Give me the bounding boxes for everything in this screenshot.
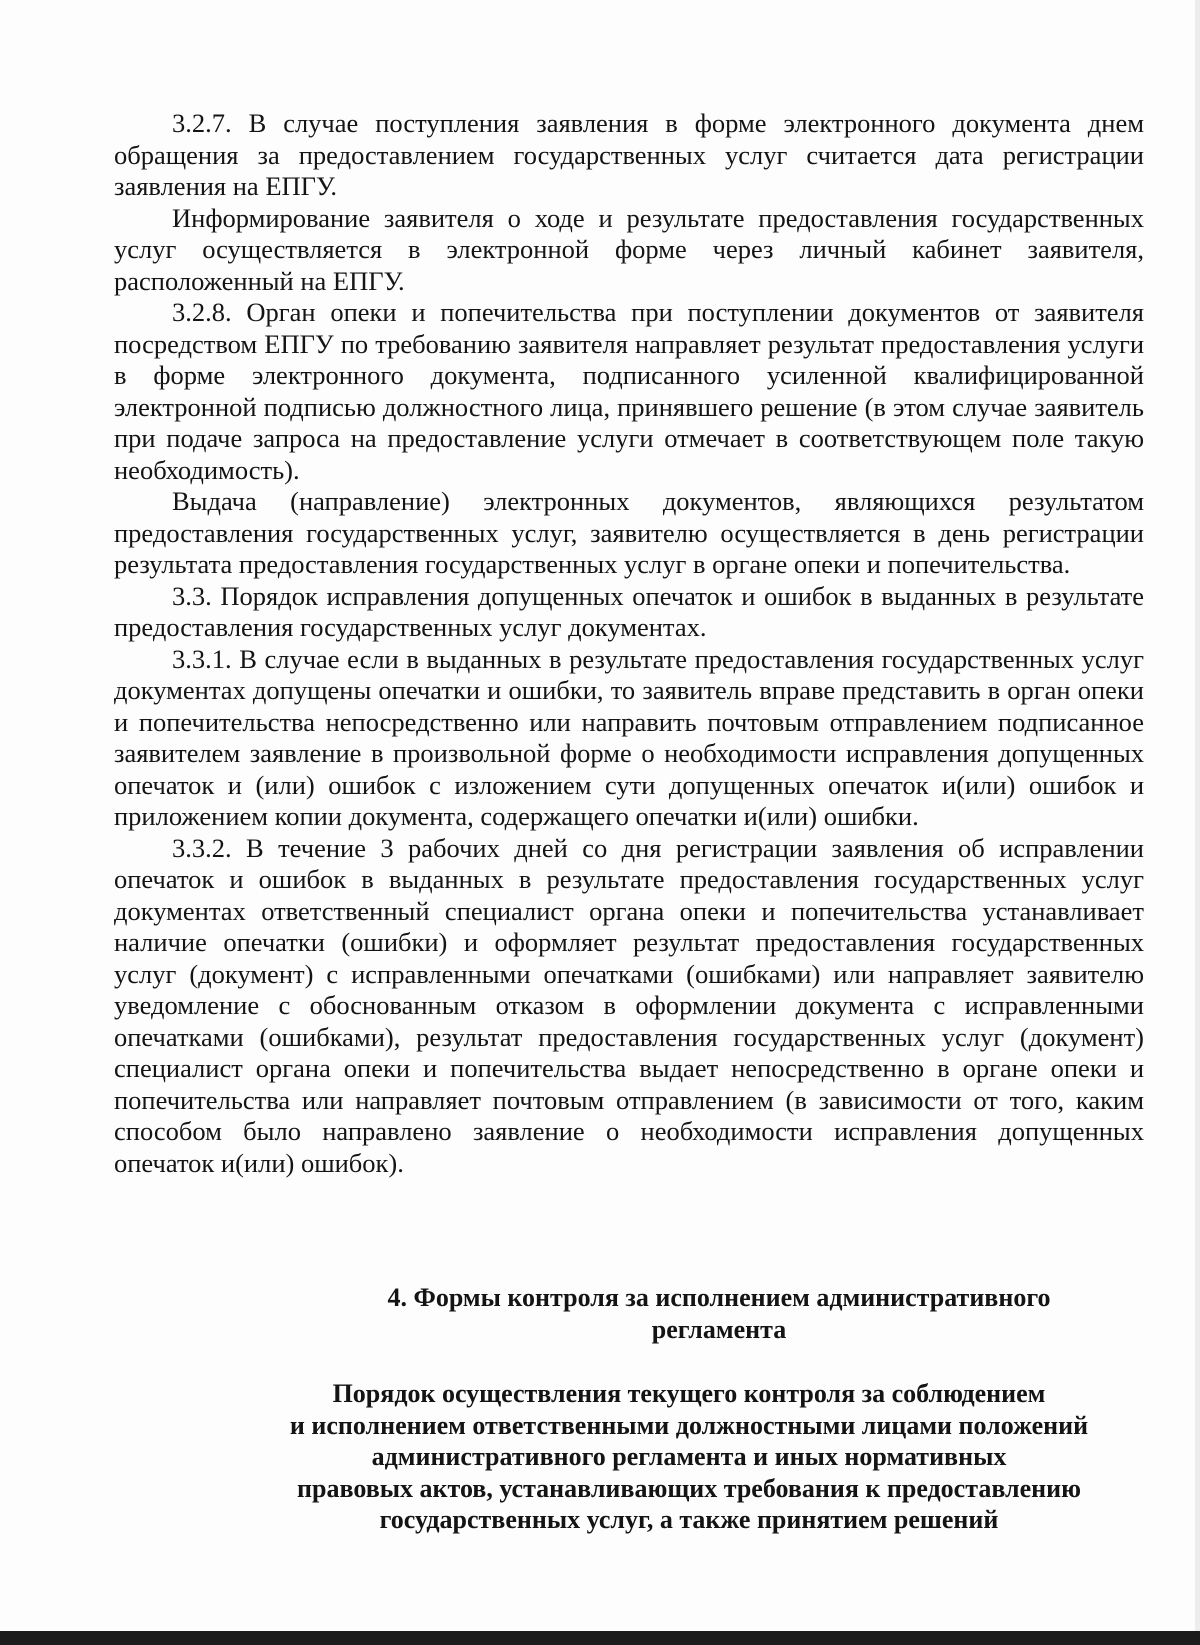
document-body [114, 108, 1144, 1179]
section-heading-line: регламента [651, 1314, 787, 1344]
paragraph-3-3-1: 3.3.1. В случае если в выданных в результате предоставления государственных услуг документах допущены опечатки и ошибки, то заявитель вправе представить в орган опеки и попечительства непосредственно или направить почтовым отправлением подписанное заявителем заявление в произвольной форме о необходимости исправления допущенных опечаток и (или) ошибок с изложением сути допущенных опечаток и(или) ошибок и приложением копии документа, содержащего опечатки и(или) ошибки. [114, 643, 1144, 831]
subheading-line: правовых актов, устанавливающих требования к предоставлению [297, 1473, 1081, 1503]
paragraph-3-3-2: 3.3.2. В течение 3 рабочих дней со дня регистрации заявления об исправлении опечаток и ошибок в выданных в результате предоставления государственных услуг документах ответственный специалист органа опеки и попечительства устанавливает наличие опечатки (ошибки) и оформляет результат предоставления государственных услуг (документ) с исправленными опечатками (ошибками) или направляет заявителю уведомление с обоснованным отказом в оформлении документа с исправленными опечатками (ошибками), результат предоставления государственных услуг (документ) специалист органа опеки и попечительства выдает непосредственно в органе опеки и попечительства или направляет почтовым отправлением (в зависимости от того, каким способом было направлено заявление о необходимости исправления допущенных опечаток и(или) ошибок). [114, 832, 1144, 1178]
section-heading-line: 4. Формы контроля за исполнением административного [387, 1283, 1051, 1312]
subheading-line: государственных услуг, а также принятием решений [379, 1505, 999, 1534]
paragraph-issuance: Выдача (направление) электронных документов, являющихся результатом предоставления государственных услуг, заявителю осуществляется в день регистрации результата предоставления государственных услуг в органе опеки и попечительства. [114, 486, 1144, 579]
scan-bottom-border [0, 1631, 1200, 1645]
subheading [114, 1378, 1144, 1536]
paragraph-3-3: 3.3. Порядок исправления допущенных опечаток и ошибок в выданных в результате предоставления государственных услуг документах. [114, 580, 1144, 642]
section-heading [114, 1282, 1144, 1345]
subheading-line: и исполнением ответственными должностными лицами положений [289, 1410, 1089, 1440]
headings-block [114, 1282, 1144, 1536]
paragraph-informing: Информирование заявителя о ходе и результате предоставления государственных услуг осуществляется в электронной форме через личный кабинет заявителя, расположенный на ЕПГУ. [114, 202, 1144, 296]
paragraph-3-2-7: 3.2.7. В случае поступления заявления в форме электронного документа днем обращения за предоставлением государственных услуг считается дата регистрации заявления на ЕПГУ. [114, 108, 1144, 201]
subheading-line: административного регламента и иных нормативных [371, 1442, 1007, 1471]
scan-edge [1195, 0, 1200, 1631]
paragraph-3-2-8: 3.2.8. Орган опеки и попечительства при поступлении документов от заявителя посредством ЕПГУ по требованию заявителя направляет результат предоставления услуги в форме электронного документа, подписанного усиленной квалифицированной электронной подписью должностного лица, принявшего решение (в этом случае заявитель при подаче запроса на предоставление услуги отмечает в соответствующем поле такую необходимость). [114, 297, 1144, 485]
subheading-line: Порядок осуществления текущего контроля за соблюдением [332, 1379, 1046, 1408]
